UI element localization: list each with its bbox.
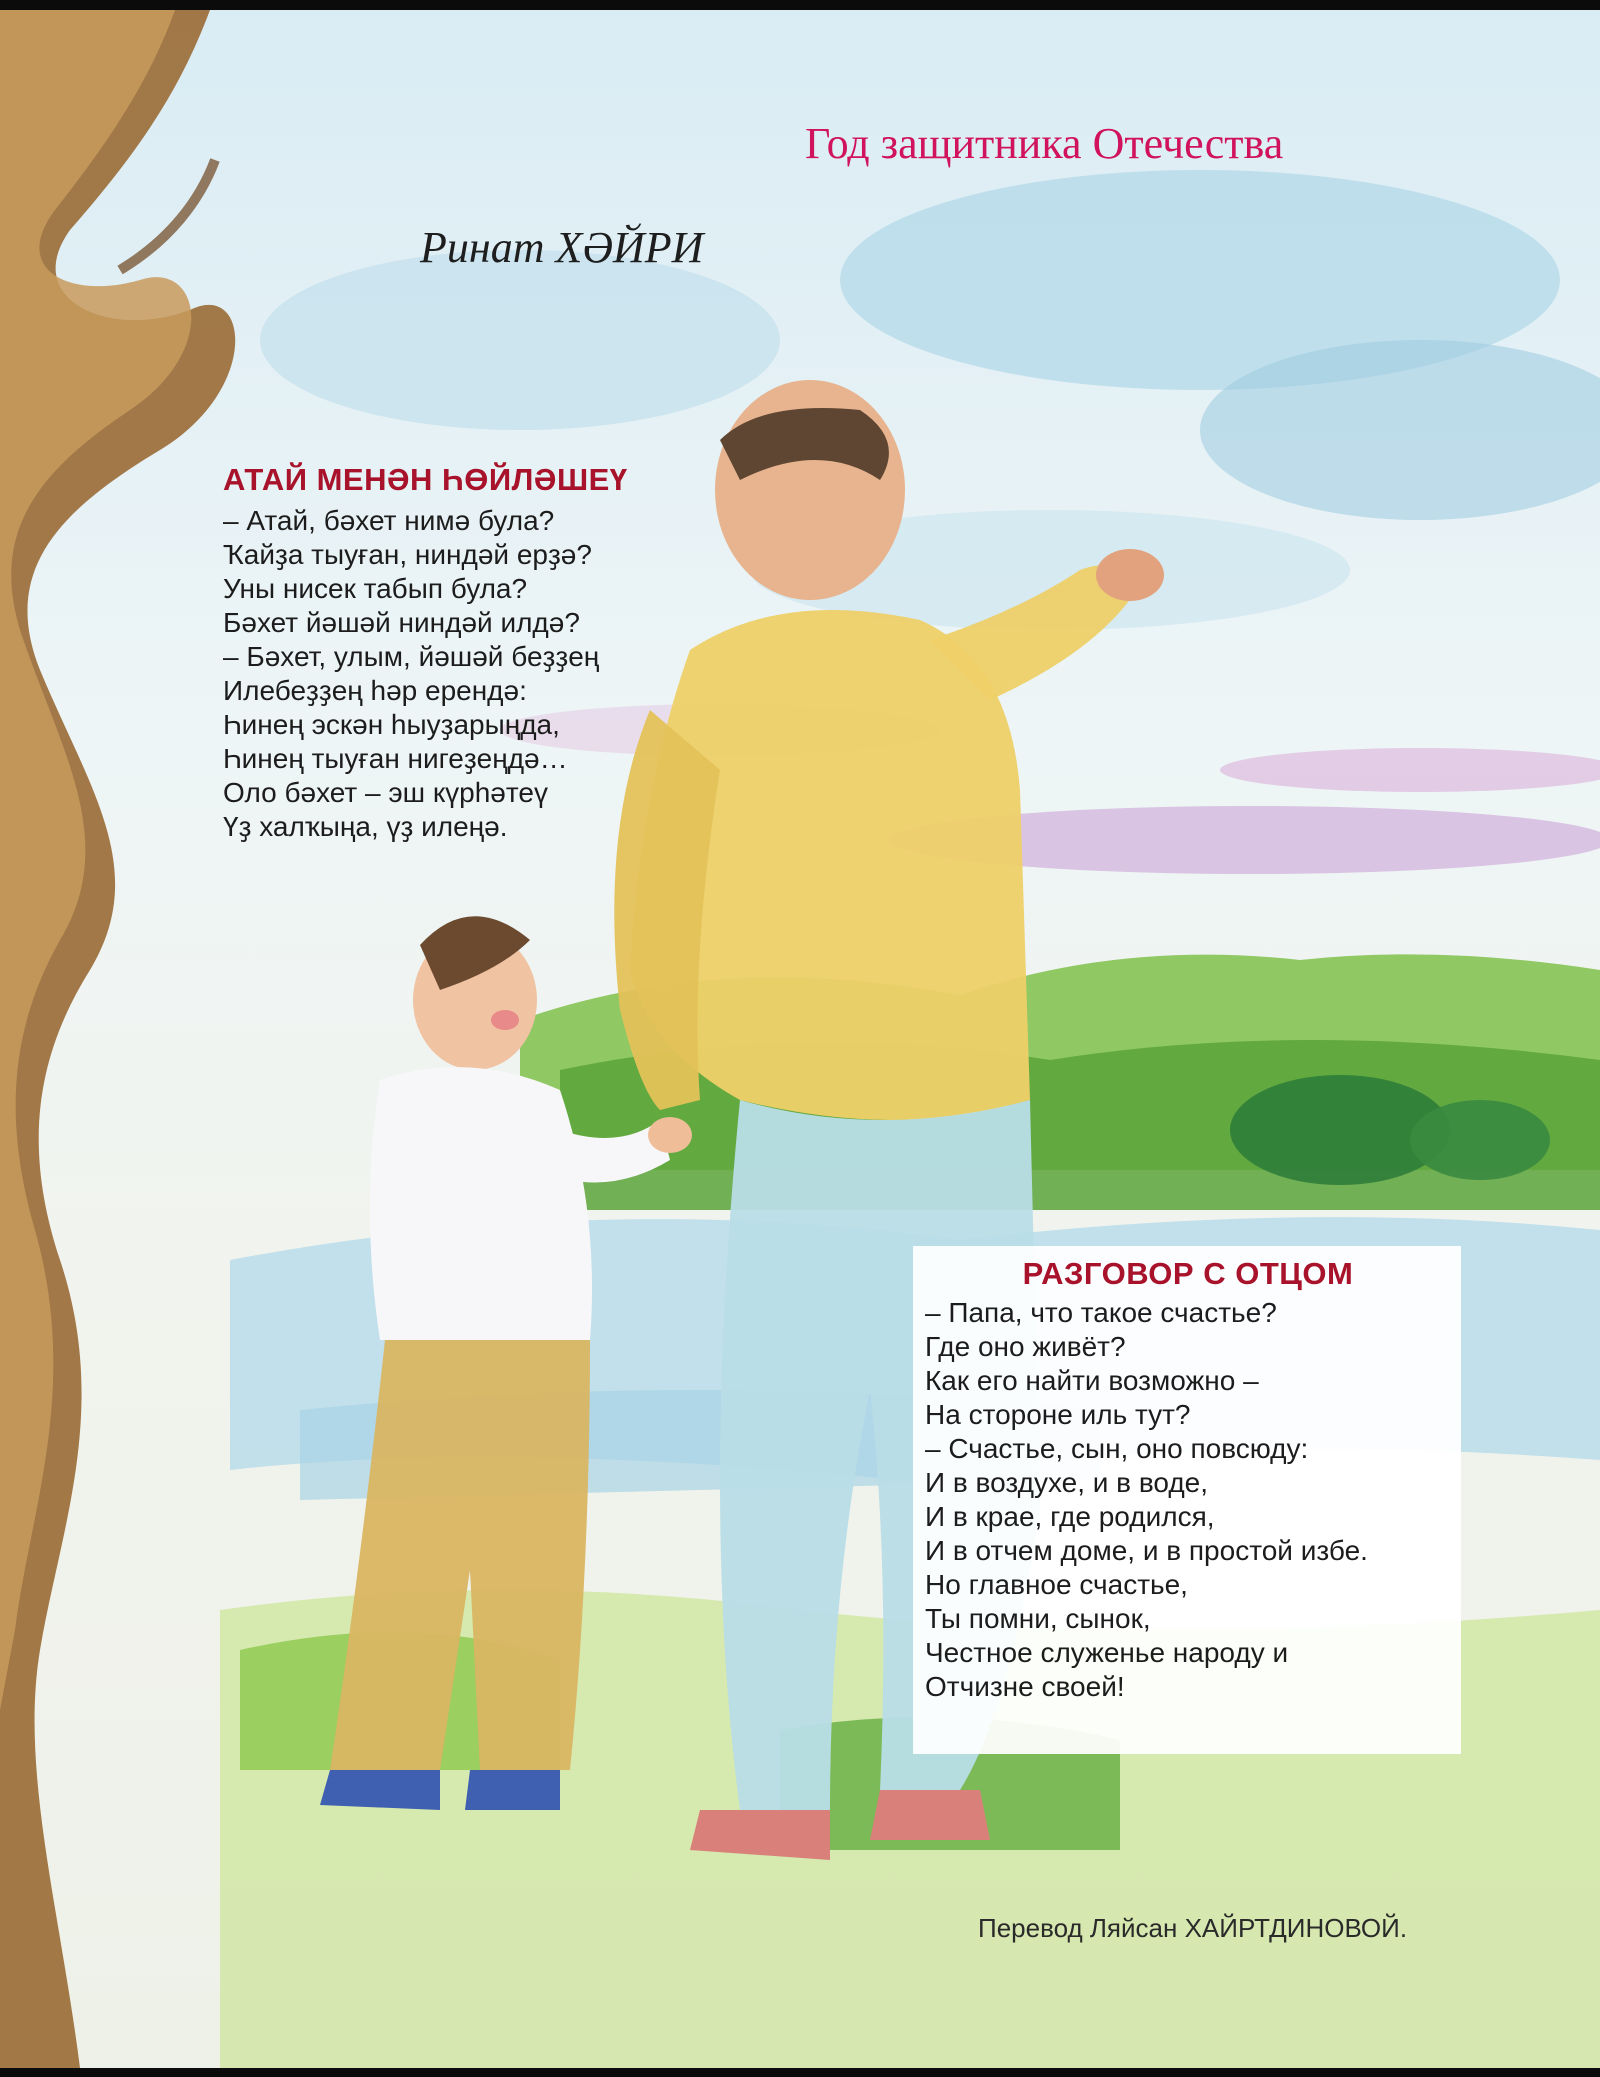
poem-line: Отчизне своей! xyxy=(925,1671,1125,1702)
poem-line: Илебеҙҙең һәр ерендә: xyxy=(223,675,527,706)
translator-credit: Перевод Ляйсан ХАЙРТДИНОВОЙ. xyxy=(978,1913,1408,1943)
poem-line: – Бәхет, улым, йәшәй беҙҙең xyxy=(223,641,600,672)
poem-russian-title: РАЗГОВОР С ОТЦОМ xyxy=(1022,1256,1354,1291)
watercolor-illustration xyxy=(0,10,1600,2068)
poem-russian xyxy=(913,1246,1461,1754)
poem-line: – Папа, что такое счастье? xyxy=(925,1297,1277,1328)
poem-line: И в отчем доме, и в простой избе. xyxy=(925,1535,1368,1566)
poem-line: – Счастье, сын, оно повсюду: xyxy=(925,1433,1309,1464)
poem-line: И в крае, где родился, xyxy=(925,1501,1215,1532)
poem-line: Честное служенье народу и xyxy=(925,1637,1289,1668)
book-page xyxy=(0,10,1600,2068)
poem-line: Ты помни, сынок, xyxy=(925,1603,1151,1634)
author-name: Ринат ХӘЙРИ xyxy=(420,223,704,272)
poem-line: Һинең эскән һыуҙарыңда, xyxy=(223,709,560,740)
poem-line: – Атай, бәхет нимә була? xyxy=(223,505,555,536)
poem-line: На стороне иль тут? xyxy=(925,1399,1191,1430)
poem-line: Но главное счастье, xyxy=(925,1569,1188,1600)
poem-line: Как его найти возможно – xyxy=(925,1365,1259,1396)
header-title: Год защитника Отечества xyxy=(805,119,1284,168)
poem-bashkir xyxy=(223,462,628,844)
poem-line: Оло бәхет – эш күрһәтеү xyxy=(223,777,548,808)
poem-line: Үҙ халҡыңа, үҙ илеңә. xyxy=(223,811,508,842)
poem-bashkir-title: АТАЙ МЕНӘН ҺӨЙЛӘШЕҮ xyxy=(223,462,628,497)
poem-line: Һинең тыуған нигеҙеңдә… xyxy=(223,743,568,774)
poem-line: Бәхет йәшәй ниндәй илдә? xyxy=(223,607,580,638)
poem-line: Ҡайҙа тыуған, ниндәй ерҙә? xyxy=(223,539,592,570)
poem-line: Где оно живёт? xyxy=(925,1331,1126,1362)
poem-line: И в воздухе, и в воде, xyxy=(925,1467,1209,1498)
poem-line: Уны нисек табып була? xyxy=(223,573,528,604)
